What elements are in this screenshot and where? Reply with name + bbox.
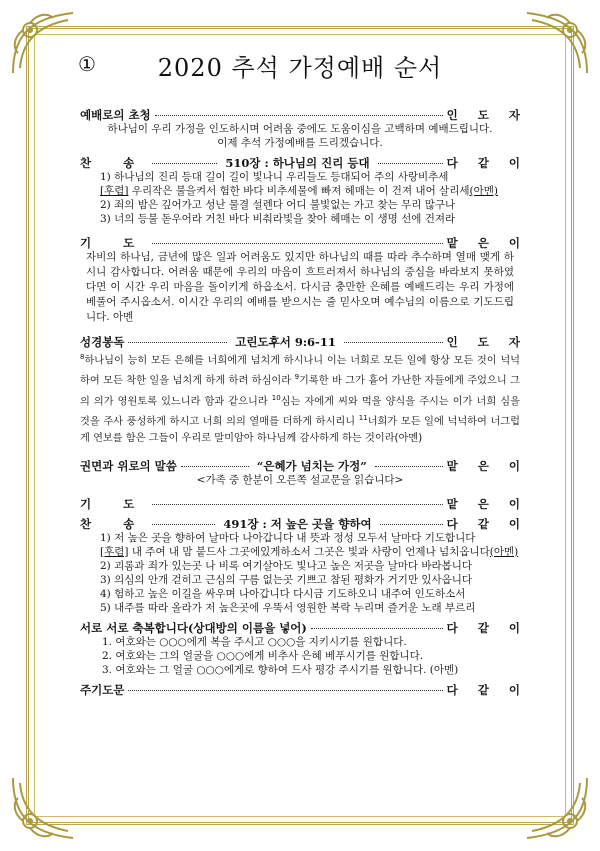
header [60, 48, 540, 84]
section-lords-prayer-header: 주기도문 다 같 이 [80, 682, 528, 697]
hymn1-verse-1: 1) 하나님의 진리 등대 길이 길이 빛나니 우리들도 등대되어 주의 사랑비추세 [100, 171, 449, 183]
corner-ornament-icon [8, 773, 78, 843]
hymn1-verse-3: 3) 너의 등불 돋우어라 거친 바다 비춰라빛을 찾아 헤매는 이 생명 선에 건져라 [100, 213, 456, 225]
section-sermon-header: 권면과 위로의 말씀 “은혜가 넘치는 가정” 맡 은 이 [80, 458, 528, 473]
title-text: 추석 가정예배 순서 [231, 54, 443, 82]
hymn2-verse-5: 5) 내주를 따라 올라가 저 높은곳에 우뚝서 영원한 복락 누리며 즐거운 노래 부르리 [100, 601, 476, 614]
worship-order [80, 102, 529, 697]
call-line-1: 하나님이 우리 가정을 인도하시며 어려움 중에도 도움이심을 고백하며 예배드립니다. [107, 123, 493, 135]
blessing-item-1: 1. 여호와는 ○○○에게 복을 주시고 ○○○을 지키시기를 원합니다. [102, 635, 407, 648]
order-number: ① [78, 52, 96, 76]
page-title [60, 48, 540, 83]
blessing-item-3: 3. 여호와는 그 얼굴 ○○○에게로 향하여 드사 평강 주시기를 원합니다. (아멘) [102, 663, 459, 676]
sermon-note: <가족 중 한분이 오른쪽 설교문을 읽습니다> [196, 473, 404, 486]
section-hymn1-header: 찬 송 510장 : 하나님의 진리 등대 다 같 이 [80, 156, 529, 170]
section-blessing-header: 서로 서로 축복합니다(상대방의 이름을 넣어) 다 같 이 [80, 620, 528, 635]
call-line-2: 이제 추석 가정예배를 드리겠습니다. [217, 137, 383, 149]
section-prayer2-header: 기 도 맡 은 이 [80, 496, 528, 511]
hymn2-verse-3: 3) 의심의 안개 걷히고 근심의 구름 없는곳 기쁘고 참된 평화가 거기만 있사옵니다 [100, 573, 473, 586]
section-prayer1-header: 기 도 맡 은 이 [80, 236, 528, 250]
hymn1-refrain: [후렴] 우리작은 불을켜서 험한 바다 비추세물에 빠져 헤매는 이 건져 내어 살리세(아멘) [100, 185, 498, 197]
hymn2-refrain: [후렴] 내 주여 내 맘 붙드사 그곳에있게하소서 그곳은 빛과 사랑이 언제나 넘치옵니다(아멘) [100, 545, 519, 558]
corner-ornament-icon [522, 773, 592, 843]
scripture-text: $^8$하나님이 능히 모든 은혜를 너희에게 넘치게 하시나니 이는 너희로 모든 일에 항상 모든 것이 넉넉하여 모든 착한 일을 넘치게 하게 하려 하심이라 $^9$기록한 바 그가 흩어 가난한 자들에게 주었으니 그의 의가 영원토록 있느니라 함과 같으니라 $^{10}$심는 자에게 씨와 먹을 양식을 주시는 이가 너희 심을 것을 주사 풍성하게 하시고 너희 의의 열매를 더하게 하시리니 $^{11}$너희가 모든 일에 넉넉하여 너그럽게 연보를 함은 그들이 우리로 말미암아 하나님께 감사하게 하는 것이라(아멘) [80, 353, 521, 444]
section-hymn2-header: 찬 송 491장 : 저 높은 곳을 향하여 다 같 이 [80, 516, 529, 531]
section-scripture-header: 성경봉독 고린도후서 9:6-11 인 도 자 [80, 335, 529, 349]
prayer1-text: 자비의 하나님, 금년에 많은 일과 어려움도 있지만 하나님의 때를 따라 추수하며 열매 맺게 하시니 감사합니다. 어려움 때문에 우리의 마음이 흐트러져서 하나님의 중심을 바라보지 못하였다면 이 시간 우리 마음을 돌이키게 하옵소서. 다시금 충만한 은혜를 예배드리는 우리 가정에 베풀어 주시옵소서. 이시간 우리의 예배를 받으시는 줄 믿사오며 예수님의 이름으로 기도드립니다. 아멘 [86, 251, 514, 323]
hymn2-verse-1: 1) 저 높은 곳을 향하여 날마다 나아갑니다 내 뜻과 정성 모두서 날마다 기도합니다 [100, 531, 476, 544]
hymn2-verse-4: 4) 험하고 높은 이길을 싸우며 나아갑니다 다시금 기도하오니 내주여 인도하소서 [100, 587, 466, 600]
hymn2-verse-2: 2) 괴롬과 죄가 있는곳 나 비록 여기살아도 빛나고 높은 저곳을 날마다 바라봅니다 [100, 559, 473, 572]
blessing-item-2: 2. 여호와는 그의 얼굴을 ○○○에게 비추사 은혜 베푸시기를 원합니다. [102, 649, 424, 662]
hymn1-verse-2: 2) 죄의 밤은 깊어가고 성난 물결 설렌다 어디 불빛없는 가고 찾는 무리 많구나 [100, 199, 456, 211]
title-year: 2020 [157, 54, 223, 82]
section-call-header: 예배로의 초청 인 도 자 [80, 108, 528, 122]
